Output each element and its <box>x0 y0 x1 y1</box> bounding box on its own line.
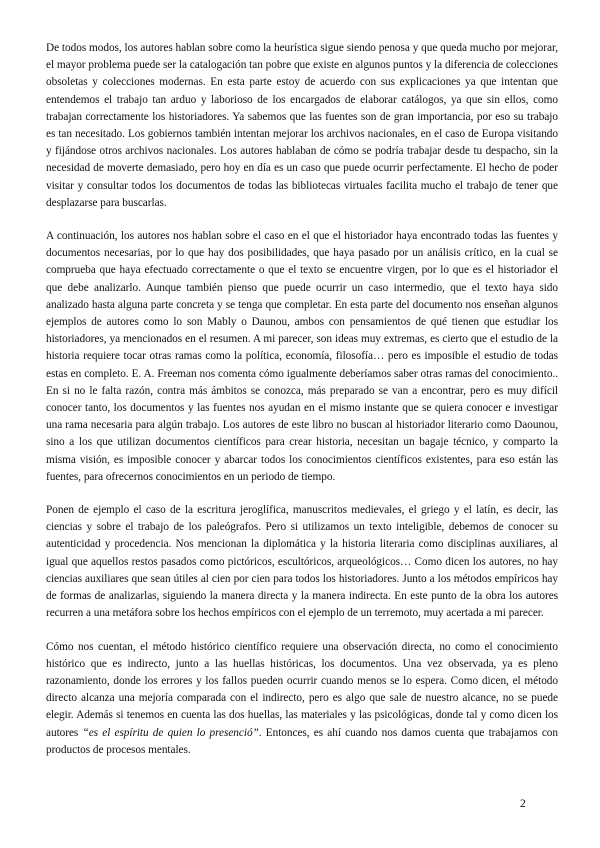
paragraph-text-after-quote: . Entonces, es ahí cuando nos damos cuenta que trabajamos con productos de procesos mentales. <box>46 726 559 756</box>
paragraph-metodo-historico <box>46 639 558 759</box>
page-number: 2 <box>520 798 526 810</box>
quotation: “es el espíritu de quien lo presenció” <box>82 726 259 739</box>
paragraph-text-before-quote: Cómo nos cuentan, el método histórico científico requiere una observación directa, no como el conocimiento histórico que es indirecto, junto a las huellas históricas, los documentos. Una vez observada, ya es pleno razonamiento, donde los errores y los fallos pueden ocurrir cuando menos se lo espera. Como dicen, el método directo alcanza una mejoría comparada con el indirecto, pero es algo que sale de nuestro alcance, no se puede elegir. Además si tenemos en cuenta las dos huellas, las materiales y las psicológicas, donde tal y como dicen los autores <box>46 640 558 739</box>
document-body <box>46 40 558 759</box>
paragraph-fuentes-documentos: A continuación, los autores nos hablan sobre el caso en el que el historiador haya encontrado todas las fuentes y documentos necesarias, por lo que hay dos posibilidades, que haya pasado por un análisis crítico, en la cual se comprueba que haya efectuado correctamente o que el texto se encuentre virgen, por lo que es el historiador el que debe analizarlo. Aunque también pienso que puede ocurrir un caso intermedio, que el texto haya sido analizado hasta alguna parte concreta y se tenga que completar. En esta parte del documento nos enseñan algunos ejemplos de autores como lo son Mably o Daunou, ambos con pensamientos de qué tienen que estudiar los historiadores, ya mencionados en el resumen. A mi parecer, son ideas muy extremas, es cierto que el estudio de la historia requiere tocar otras ramas como la política, economía, filosofía… pero es imposible el estudio de todas estas en completo. E. A. Freeman nos comenta cómo igualmente deberíamos saber otras ramas del conocimiento.. En si no le falta razón, contra más ámbitos se conozca, más preparado se van a encontrar, pero es muy difícil conocer tanto, los documentos y las fuentes nos ayudan en el mismo instante que se quiera conocer e investigar una rama necesaria para algún trabajo. Los autores de este libro no buscan al historiador literario como Daounou, sino a los que utilizan documentos científicos para crear historia, necesitan un bagaje técnico, y comparto la misma visión, es imposible conocer y abarcar todos los conocimientos científicos existentes, para eso están las fuentes, para ofrecernos conocimientos en un periodo de tiempo. <box>46 230 558 483</box>
paragraph-heuristica: De todos modos, los autores hablan sobre como la heurística sigue siendo penosa y que queda mucho por mejorar, el mayor problema puede ser la catalogación tan pobre que existe en algunos puntos y la diferencia de colecciones obsoletas y colecciones modernas. En esta parte estoy de acuerdo con sus explicaciones ya que intentan que entendemos el trabajo tan arduo y laborioso de los encargados de elaborar catálogos, ya que sin ellos, como trabajan correctamente los historiadores. Ya sabemos que las fuentes son de gran importancia, por eso su trabajo es tan necesitado. Los gobiernos también intentan mejorar los archivos nacionales, en el caso de Europa visitando y fijándose otros archivos nacionales. Los autores hablaban de cómo se podría trabajar desde tu despacho, sin la necesidad de moverte demasiado, pero hoy en día es un caso que puede ocurrir perfectamente. El hecho de poder visitar y consultar todos los documentos de todas las bibliotecas virtuales facilita mucho el trabajo de tener que desplazarse para buscarlas. <box>46 42 558 209</box>
paragraph-ciencias-auxiliares: Ponen de ejemplo el caso de la escritura jeroglífica, manuscritos medievales, el griego y el latín, es decir, las ciencias y sobre el trabajo de los paleógrafos. Pero si utilizamos un texto inteligible, debemos de conocer su autenticidad y procedencia. Nos mencionan la diplomática y la historia literaria como disciplinas auxiliares, al igual que aquellos restos pasados como pictóricos, escultóricos, arqueológicos… Como dicen los autores, no hay ciencias auxiliares que sean útiles al cien por cien para todos los historiadores. Junto a los métodos empíricos hay de formas de analizarlas, siguiendo la manera directa y la manera indirecta. En este punto de la obra los autores recurren a una metáfora sobre los hechos empíricos con el ejemplo de un terremoto, muy acertada a mi parecer. <box>46 504 558 620</box>
